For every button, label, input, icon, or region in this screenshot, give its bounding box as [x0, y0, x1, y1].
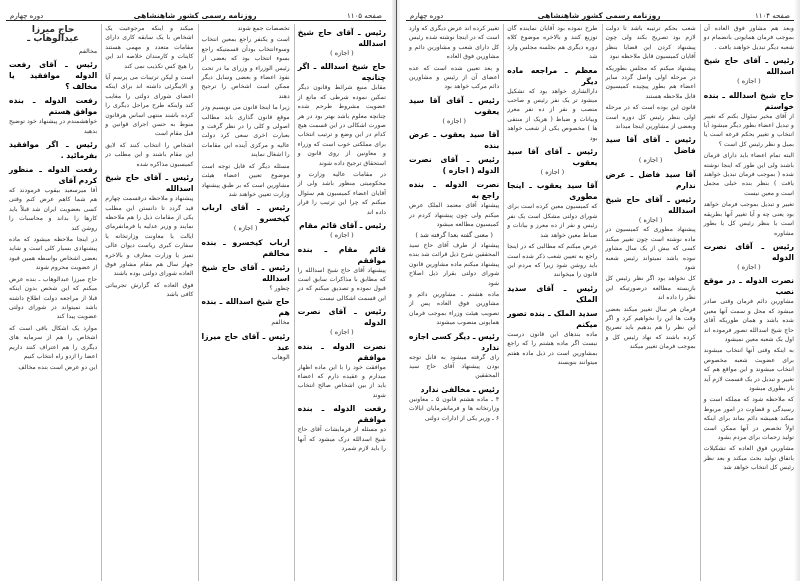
speaker-heading: آقا سید یعقوب ـ اینجا مطوری	[507, 181, 598, 202]
page-gutter	[392, 0, 400, 581]
paragraph: ماده بندهای این قانون درست نیست اگر ماده هشتم را که راجع بمشاورین است در ذیل ماده هفتم میتوانند بنویسند	[507, 330, 598, 366]
speaker-heading: رئیس ـ اگر موافقید بفرمائید .	[9, 140, 98, 161]
speaker-heading: رئیس ـ آقای حاج شیخ اسدالله	[605, 194, 696, 215]
speaker-heading: رئیس ـ آقای آقا سید یعقوب	[409, 95, 500, 116]
speaker-heading: رئیس ـ دیگر کسی اجازه ندارد	[409, 331, 500, 352]
speaker-heading: معظم ـ مراجعه ماده دیگر	[507, 65, 598, 86]
speaker-heading: رئیس ـ آقای حاج شیخ اسدالله	[703, 56, 794, 77]
paragraph: میکند و اینکه مرجوعیت یک اشخاص با یک سابقه کاری دارای مقامات متعدد و مهمی هستند کاینات و کارمندان خلاصه اند این را هیچ کس تکذیب نمی کند	[105, 25, 194, 70]
speaker-heading: حاج شیخ اسدالله ـ بنده هم	[201, 297, 290, 318]
speaker-heading: رئیس ـ آقای ارباب کیخسرو	[201, 203, 290, 224]
right-page	[400, 0, 800, 581]
column	[602, 24, 696, 581]
spine-line	[396, 0, 397, 581]
paragraph: فوق العاده که گزارش تجربیاتی کافی باشد	[105, 281, 194, 299]
column	[101, 24, 193, 581]
permission-note: ( اجازه )	[638, 156, 663, 165]
paragraph: کل نخواهد بود اگر نظر رئیس کل بازبسته مطالعه درصورتیکه این نظر را داده اند	[605, 275, 696, 302]
gazette-title: روزنامه رسمی کشور شاهنشاهی	[133, 11, 257, 20]
paragraph: تغییر کرده اند عرض دیگری که وارد است که در اینجا نوشته شده رئیس کل دارای شعب و مشاورین دائم و مشاورین فوق العاده	[409, 25, 500, 61]
speaker-heading: قائم مقام ـ بنده موافقم	[297, 244, 386, 265]
speaker-heading: رفعت الدوله ـ بنده موافقم	[297, 404, 386, 425]
speaker-heading: رئیس ـ آقای حاج شیخ اسدالله	[297, 28, 386, 48]
paragraph: البته تمام اعضاء باید دارای فرمان باشند ولی این طور که اینجا نوشته شده ( بموجب فرمان تبدیل خواهند یافت ) بنظر بنده خیلی مجمل است و معین نیست	[703, 152, 794, 197]
speaker-heading: رئیس ـ مخالفی ندارد	[420, 384, 500, 394]
paragraph: در مقامات عالیه وزارت و محکومیتی منظور باشد ولی از آقایان اعضاء کمیسیون هم سئوال میکنم که چرا این ترتیب را قرار داده اند	[297, 171, 386, 216]
paragraph: پیشنهاد از طرف آقای حاج سید المحققین شرح ذیل قرائت شد بنده پیشنهاد میکنم ماده مشاورین قانون شورای دولتی بقرار ذیل اصلاح شود	[409, 241, 500, 287]
speaker-heading: آقا سید فاضل ـ عرض ندارم	[605, 169, 696, 190]
right-page-columns	[406, 24, 794, 581]
speaker-heading: رئیس ـ آقای سدید الملک	[507, 283, 598, 304]
speaker-heading: حاج شیخ اسدالله ـ اگر چنانچه	[297, 62, 386, 83]
permission-note: ( اجازه )	[442, 116, 466, 125]
paragraph: حاج میرزا عبدالوهاب ـ بنده عرض میکنم که این شخص بدون اینکه قبلا از مراجعه دولت اطلاع داشته باشد نمیتواند در شورای دولتی عضویت پیدا کند	[9, 275, 98, 321]
paragraph: است و یکنفر راجع بمعین انتخاب وسوءانتخاب بودآن قسمتیکه راجع بسوء انتخاب بود که بعضی از رئیس الوزراء و وزرای ما در تحت نفوذ اعضاء و بعضی وسایل دیگر ممکن است اشخاص را ترجیح دهند	[201, 36, 290, 100]
paragraph: وبعد هم مشاور فوق العاده آن بموجب فرمان همایونی بانضمام دو شعبه دیگر تبدیل خواهند یافت .	[703, 25, 794, 51]
paragraph: مشاورین دائم فرمان وقتی صادر میشود که محل و سمت آنها معین شده باشد و همان طوریکه آقای حاج شیخ اسدالله تصور فرموده اند اول یک شعبه معین نمیشود	[703, 298, 794, 343]
paragraph: قانون این بوده است که در مرحله اولی بنظر رئیس کل دوره است وبعضی از مشاورین اینجا میداند	[605, 104, 696, 131]
permission-note: ( اجازه )	[330, 231, 354, 240]
page-edge	[794, 0, 800, 581]
paragraph: تخصصات جمع شوند	[237, 25, 290, 32]
speaker-heading: رئیس ـ آقای آقا سید یعقوب	[507, 147, 598, 168]
speaker-heading: رئیس ـ آقای حاج شیخ اسدالله	[201, 262, 290, 283]
paragraph: اشخاص را انتخاب کنند که لایق این مقام باشند و این مطلب در کمیسیون مذاکره شده	[105, 141, 194, 168]
permission-note: ( اجازه )	[233, 224, 258, 233]
paragraph: که کمیسیون معین کرده است برای شورای دولتی مشکل است یک نفر رئیس و نفر از ده معرز و بیانات و ضباط معین خواهد شد	[507, 203, 598, 239]
column	[406, 24, 499, 581]
paragraph: الوهاب	[271, 353, 290, 361]
paragraph: ماده هشتم ـ مشاورین دائم و مشاورین فوق العاده پس از تصویب هیئت وزراء بموجب فرمان همایونی منصوب میشوند	[409, 290, 500, 327]
speaker-heading: رئیس ـ آقای حاج شیخ اسدالله	[105, 173, 194, 194]
speaker-heading: نصرت الدوله ـ بنده راجع به	[409, 180, 500, 201]
gazette-title: روزنامه رسمی کشور شاهنشاهی	[537, 11, 661, 20]
speaker-heading: نصرت الدوله ـ در موقع نصب	[703, 276, 794, 297]
paragraph: از آقای مخبر سئوال بکنم که تغییر و تبدیل اعضاء بطور دیگر میشود آیا انتخاب و تغییر بحکم قرعه است یا بمیل و نظر رئیس کل است ؟	[703, 112, 794, 148]
paragraph: چطور ؟	[269, 284, 290, 292]
speaker-heading: رفعت الدوله ـ بنده موافق هستم	[9, 96, 98, 117]
permission-note: ( معنی گفته بعدا گرفته شد )	[415, 231, 493, 240]
paragraph: و بعد تعیین شده است که عده اعضای آن از رئیس و مشاورین دائم مرکب خواهد بود	[409, 64, 500, 91]
right-page-header	[406, 6, 794, 21]
period-label: دوره چهارم	[410, 12, 444, 20]
speaker-heading: رئیس ـ آقای رفعت الدوله موافقید یا مخالف ؟	[9, 60, 98, 92]
paragraph: خواهشمندم در پیشنهاد خود توضیح بدهید	[9, 118, 98, 135]
paragraph: پیشنهاد مطوری که کمیسیون در ماده نوشته است چون تغییر میکند کسی که بیش از یک سال مشاور نبوده باشد نمیتواند رئیس شعبه شود	[605, 226, 696, 271]
section-title: حاج میرزا عبدالوهاب ـ	[27, 25, 80, 45]
page-number: صفحه ۱۱۰۴	[754, 12, 790, 20]
paragraph: مسئله دیگر که قابل توجه است موضوع تعیین اعضاء هیئت مشاورین است که بر طبق پیشنهاد وزارت تعیین خواهند شد	[201, 162, 290, 198]
paragraph: که ملاحظه شود که مملکه است و رسیدگی و قضاوت در امور مربوط میکند همیشه دائم بماند برای اینکه اولاً تخصص در آنها ممکن است تولید زحمات برای مردم بشود	[703, 396, 794, 441]
column	[6, 24, 97, 581]
paragraph: است و لیکن ترتیبات می پرسم آیا و الایبگرئی داشته اند برای اینکه اعضای شورای دولتی را مغایب کند واینکه طرح مراحل دیگری را کرده باشند منتهی اساس هرقانون منوط به حسن اجرای قوانین و قبل مقام است	[105, 74, 194, 138]
column	[198, 24, 290, 581]
period-label: دوره چهارم	[10, 12, 44, 20]
column	[503, 24, 597, 581]
paragraph: زیرا ما اینجا قانون می نویسیم ودر موقع قانون گذاری باید مطالب اصولی و کلی را در نظر گرفت و بعبارت اخری سعی کرد دولت عالیه و مرکزی آینده این مقامات را اشغال نمایند	[201, 104, 290, 159]
page-number: صفحه ۱۱۰۵	[346, 12, 382, 20]
left-page	[0, 0, 392, 581]
permission-note: ( اجازه )	[638, 215, 663, 224]
speaker-heading: رئیس ـ آقای نصرت الدوله ( اجازه )	[409, 155, 500, 176]
speaker-heading: آقا سید یعقوب ـ عرض بنده	[409, 130, 500, 151]
permission-note: ( اجازه )	[540, 168, 565, 177]
paragraph: عرض میکنم که مطالبی که در اینجا راجع به تعیین شعب ذکر شده است باید روشن شود زیرا که مردم این قانون را میخوانند	[507, 243, 598, 279]
paragraph: مشاورین فوق العاده که تشکیلات باتفاق تولید بحث میکند و بعد نظر رئیس کل انتخاب خواهد شد	[703, 445, 794, 472]
speaker-heading: رفعت الدوله ـ منظور کردم آقای	[9, 165, 98, 186]
column	[294, 24, 386, 581]
paragraph: فرمان هر سال تغییر میکند بعضی وقت ها این را نخواهیم کرد و اگر این نظر را هم بدهیم باید تصریح کرده باشند که نهاد رئیس کل و بموجب فرمان تغییر میکند	[605, 305, 696, 351]
paragraph: تغییر و تبدیل بموجب فرمان خواهد بود یعنی چه و آیا تغییر آنها بطریقه است یا بنظر رئیس کل یا بطور مشاوره	[703, 201, 794, 237]
permission-note: ( اجازه )	[737, 262, 761, 271]
paragraph: پیشنهاد آقای معتمد الملک عرض میکنم ولی چون پیشنهاد کردم در کمیسیون مطالعه میشود	[409, 202, 500, 229]
paragraph: پیشنهاد میکنم که مجلس بطوریکه در مرحله اولی واصل گردد سایر اعضاء هم بطور پیچیده کمیسیون قابل ملاحظه هستند	[605, 64, 696, 100]
speaker-heading: رئیس ـ آقای نصرت الدوله	[703, 241, 794, 262]
speaker-heading: رئیس ـ آقای آقا سید فاضل	[605, 135, 696, 156]
paragraph: مخالفم	[271, 319, 290, 327]
speaker-heading: حاج شیخ اسدالله ـ بنده خواستم	[703, 90, 794, 111]
paragraph: مخالفم	[78, 47, 98, 55]
paragraph: رای گرفته میشود به قابل توجه بودن پیشنهاد آقای حاج سید المحققین	[409, 353, 500, 380]
permission-note: ( اجازه )	[330, 49, 354, 57]
paragraph: پیشنهاد و ملاحظه درقسمت چهارم قید گردد تا دانستن این مطلب یکی از مقامات ذیل را هم ملاحظه نمایند و وزیر عدلیه یا فرمانفرمای ایالت یا معاونت وزارتخانه یا سفارت کبری ریاست دیوان عالی تمیز یا وزارت معارف و بالاخره جهار سال هم مقام مشاور فوق العاده شورای دولتی بوده باشند	[105, 195, 194, 278]
speaker-heading: رئیس ـ آقای حاج میرزا عبد	[201, 331, 290, 352]
paragraph: شعب بحکم ترتیبه باشد تا دولت لازم بود تصریح بکند ولی چون پیشنهاد کردن این قضایا بنظر آقایان کمیسیون قابل ملاحظه نبود	[605, 25, 696, 61]
permission-note: ( اجازه )	[737, 77, 761, 86]
speaker-heading: رئیس ـ آقای قائم مقام	[299, 221, 386, 231]
paragraph: پیشنهاد آقای حاج شیخ اسدالله را که مطابق با مذاکرات سابق است قبول نموده و تصدیق میکنم که در این قسمت اشکالی نیست	[297, 266, 386, 302]
speaker-heading: ارباب کیخسرو ـ بنده مخالفم	[201, 237, 290, 258]
paragraph: در اینجا ملاحظه میشود که ماده پیشنهادی بسیار کلی است و شاید بعضی اشخاص بواسطه همین قیود از عضویت محروم شوند	[9, 236, 98, 272]
paragraph: طرح نموده بود آقایان نماینده گان توزیع کنند و بالاخره موضوع کلاه دوره دیگری هم بجلسه مجلس وارد شد	[507, 25, 598, 61]
paragraph: به اینکه وقتی آنها انتخاب میشوند برای عضویت شعبه مخصوص انتخاب میشوند و این مواقع هم که تغییر و تبدیل در یک قسمت لازم آید باز بطوری میشود	[703, 347, 794, 392]
paragraph: موافقت خود را با این ماده اظهار میدارم و عقیده دارم که اعضاء باید از بین اشخاص صالح انتخاب شوند	[297, 363, 386, 399]
paragraph: ۴ ـ ماده هشتم قانون ۵ ـ معاونین وزارتخانه ها و فرمانفرمایان ایالات ۶ ـ وزیر یکی از ادارات دولتی	[409, 395, 500, 422]
paragraph: مقابل منبع شرائط وقانون دیگر تمکین نموده شرطی که مانع از عضویت مشروط طرحم شده چنانچه معلوم باشد بهتر بود در هر صورت اشکالی در این قسمت هیچ کدام در این وضع و ترتیب انتخاب برای مملکتی خوب است که وزراء و معاونین از روی قانون و استحقاق ترجیح داده شوند	[297, 84, 386, 167]
paragraph: دارالشاری خواهد بود که تشکیل میشود تر یک نفر رئیس و صاحب منصب و نفر از ده نفر معرز وبیانات و ضباط ( هریک از منتفی ها ) مخصوص یکی از شعب خواهد بود	[507, 87, 598, 142]
paragraph: موارد یک اشکال باقی است که اشخاص را هم از سرمایه های دیگری را هم اعتراف کنند داریم اعضا را ازدو راه انتخاب کنیم	[9, 324, 98, 360]
left-page-columns	[6, 24, 386, 581]
paragraph: این دو عرض است بنده مخالف	[18, 364, 98, 372]
paragraph: دو مسئله از فرمایشات آقای حاج شیخ اسدالله درک میشود که آنها را باید لازم شمرد	[297, 426, 386, 452]
speaker-heading: رئیس ـ آقای نصرت الدوله	[297, 307, 386, 328]
left-page-header	[6, 6, 386, 21]
column	[700, 24, 794, 581]
paragraph: آقا میرسعید بیقوب فرمودند که هم شما کاهم عرض کنم وقتی کسی بعضویت ایران شد قبلاً باید کارها را بداند و محاسبات را روشن کند	[9, 187, 98, 232]
speaker-heading: سدید الملک ـ بنده تصور میکنم	[507, 308, 598, 329]
permission-note: ( اجازه )	[330, 328, 354, 337]
speaker-heading: نصرت الدوله ـ بنده موافقم	[297, 341, 386, 362]
